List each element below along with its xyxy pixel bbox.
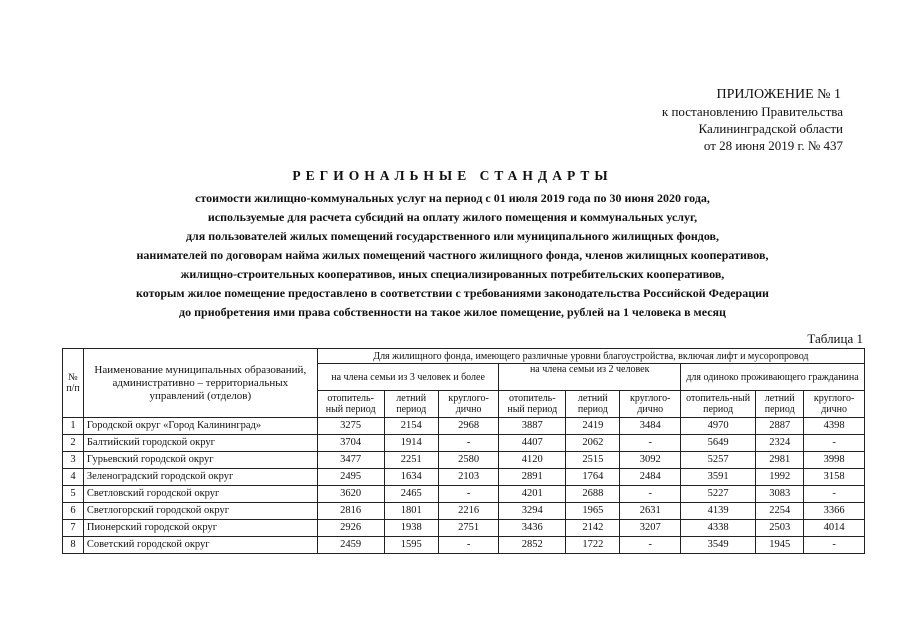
row-number: 1 (63, 418, 84, 435)
municipality-name: Светлогорский городской округ (83, 503, 317, 520)
value-cell: 5257 (681, 452, 756, 469)
table-body (63, 418, 865, 554)
value-cell: 2484 (620, 469, 681, 486)
value-cell: 2465 (384, 486, 438, 503)
value-cell: 3591 (681, 469, 756, 486)
municipality-name: Балтийский городской округ (83, 435, 317, 452)
value-cell: 2981 (756, 452, 804, 469)
document-title: РЕГИОНАЛЬНЫЕ СТАНДАРТЫ (292, 168, 613, 183)
row-number: 4 (63, 469, 84, 486)
value-cell: 2751 (438, 520, 499, 537)
annex-line-3: Калининградской области (698, 121, 843, 136)
value-cell: 3207 (620, 520, 681, 537)
value-cell: 3294 (499, 503, 566, 520)
header-period-heating: отопитель-ный период (681, 391, 756, 418)
value-cell: - (804, 537, 865, 554)
value-cell: 4014 (804, 520, 865, 537)
value-cell: 4201 (499, 486, 566, 503)
value-cell: 1801 (384, 503, 438, 520)
value-cell: 3998 (804, 452, 865, 469)
value-cell: 4338 (681, 520, 756, 537)
row-number: 5 (63, 486, 84, 503)
subtitle-line: жилищно-строительных кооперативов, иных специализированных потребительских кооперативов, (180, 267, 725, 281)
row-number: 2 (63, 435, 84, 452)
value-cell: 1945 (756, 537, 804, 554)
value-cell: - (438, 486, 499, 503)
table-row (63, 503, 865, 520)
value-cell: 2852 (499, 537, 566, 554)
header-name: Наименование муниципальных образований, административно – территориальных управлений (отделов) (83, 349, 317, 418)
subtitle-line: для пользователей жилых помещений государственного или муниципального жилищных фондов, (185, 229, 720, 243)
value-cell: 1965 (566, 503, 620, 520)
value-cell: 1914 (384, 435, 438, 452)
value-cell: 1992 (756, 469, 804, 486)
value-cell: 3704 (317, 435, 384, 452)
header-period-summer: летний период (756, 391, 804, 418)
standards-table (62, 348, 865, 554)
annex-line-2: к постановлению Правительства (661, 104, 843, 119)
municipality-name: Светловский городской округ (83, 486, 317, 503)
header-group: Для жилищного фонда, имеющего различные уровни благоустройства, включая лифт и мусоропровод (317, 349, 864, 364)
municipality-name: Гурьевский городской округ (83, 452, 317, 469)
value-cell: 3158 (804, 469, 865, 486)
table-row (63, 537, 865, 554)
header-period-summer: летний период (384, 391, 438, 418)
value-cell: 2459 (317, 537, 384, 554)
header-subgroup-3plus: на члена семьи из 3 человек и более (317, 364, 499, 391)
value-cell: 2968 (438, 418, 499, 435)
header-period-heating: отопитель-ный период (499, 391, 566, 418)
value-cell: 2816 (317, 503, 384, 520)
value-cell: 2142 (566, 520, 620, 537)
value-cell: 4398 (804, 418, 865, 435)
value-cell: 3275 (317, 418, 384, 435)
value-cell: 3477 (317, 452, 384, 469)
table-row (63, 418, 865, 435)
value-cell: 3549 (681, 537, 756, 554)
header-period-yearround: круглого-дично (804, 391, 865, 418)
subtitle-line: которым жилое помещение предоставлено в соответствии с требованиями законодательства Российской Федерации (136, 286, 769, 300)
value-cell: 3436 (499, 520, 566, 537)
table-row (63, 435, 865, 452)
value-cell: 2631 (620, 503, 681, 520)
value-cell: 4139 (681, 503, 756, 520)
municipality-name: Пионерский городской округ (83, 520, 317, 537)
header-num: № п/п (63, 349, 84, 418)
value-cell: 3484 (620, 418, 681, 435)
value-cell: 1722 (566, 537, 620, 554)
subtitle-line: до приобретения ими права собственности на такое жилое помещение, рублей на 1 человека в месяц (179, 305, 726, 319)
value-cell: 2688 (566, 486, 620, 503)
value-cell: 1634 (384, 469, 438, 486)
value-cell: 1938 (384, 520, 438, 537)
value-cell: 1595 (384, 537, 438, 554)
value-cell: 2891 (499, 469, 566, 486)
table-row (63, 520, 865, 537)
value-cell: 2251 (384, 452, 438, 469)
value-cell: 2254 (756, 503, 804, 520)
value-cell: 2495 (317, 469, 384, 486)
value-cell: 2103 (438, 469, 499, 486)
municipality-name: Зеленоградский городской округ (83, 469, 317, 486)
value-cell: 2503 (756, 520, 804, 537)
value-cell: 5227 (681, 486, 756, 503)
value-cell: 2216 (438, 503, 499, 520)
value-cell: 2324 (756, 435, 804, 452)
value-cell: 3887 (499, 418, 566, 435)
document-subtitle (40, 189, 865, 322)
value-cell: 3366 (804, 503, 865, 520)
value-cell: - (620, 486, 681, 503)
table-row (63, 486, 865, 503)
value-cell: 4407 (499, 435, 566, 452)
header-subgroup-single: для одиноко проживающего гражданина (681, 364, 865, 391)
subtitle-line: нанимателей по договорам найма жилых помещений частного жилищного фонда, членов жилищных кооперативов, (136, 248, 769, 262)
value-cell: 3092 (620, 452, 681, 469)
value-cell: 2062 (566, 435, 620, 452)
municipality-name: Городской округ «Город Калининград» (83, 418, 317, 435)
annex-title: ПРИЛОЖЕНИЕ № 1 (716, 87, 841, 102)
subtitle-line: стоимости жилищно-коммунальных услуг на период с 01 июля 2019 года по 30 июня 2020 года, (195, 191, 710, 205)
header-subgroup-2: на члена семьи из 2 человек (499, 364, 681, 391)
table-label: Таблица 1 (807, 331, 863, 346)
value-cell: 4120 (499, 452, 566, 469)
value-cell: 2887 (756, 418, 804, 435)
value-cell: - (620, 537, 681, 554)
row-number: 8 (63, 537, 84, 554)
annex-date: от 28 июня 2019 г. № 437 (703, 138, 843, 153)
row-number: 3 (63, 452, 84, 469)
table-row (63, 469, 865, 486)
value-cell: 3083 (756, 486, 804, 503)
value-cell: 3620 (317, 486, 384, 503)
value-cell: - (620, 435, 681, 452)
header-period-yearround: круглого-дично (438, 391, 499, 418)
value-cell: 2580 (438, 452, 499, 469)
value-cell: - (804, 435, 865, 452)
table-row (63, 452, 865, 469)
value-cell: - (438, 537, 499, 554)
municipality-name: Советский городской округ (83, 537, 317, 554)
annex-block (662, 86, 843, 154)
row-number: 7 (63, 520, 84, 537)
value-cell: 2515 (566, 452, 620, 469)
value-cell: 2154 (384, 418, 438, 435)
value-cell: - (438, 435, 499, 452)
header-period-summer: летний период (566, 391, 620, 418)
subtitle-line: используемые для расчета субсидий на оплату жилого помещения и коммунальных услуг, (207, 210, 698, 224)
value-cell: 4970 (681, 418, 756, 435)
row-number: 6 (63, 503, 84, 520)
value-cell: 2419 (566, 418, 620, 435)
value-cell: 5649 (681, 435, 756, 452)
value-cell: 2926 (317, 520, 384, 537)
value-cell: - (804, 486, 865, 503)
header-period-heating: отопитель-ный период (317, 391, 384, 418)
header-period-yearround: круглого-дично (620, 391, 681, 418)
value-cell: 1764 (566, 469, 620, 486)
